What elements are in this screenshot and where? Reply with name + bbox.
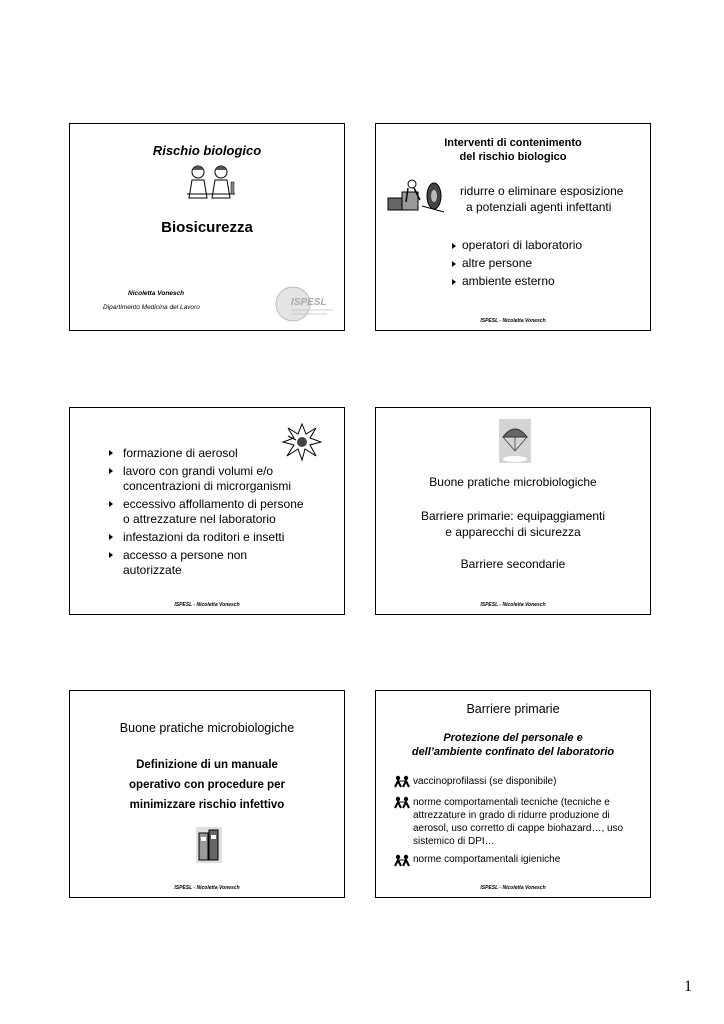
list-item: accesso a persone non xyxy=(123,548,304,563)
slide-subtitle: Biosicurezza xyxy=(161,219,253,236)
intro-line-2: a potenziali agenti infettanti xyxy=(466,200,612,214)
item-2-line-2: attrezzature in grado di ridurre produzione di xyxy=(413,810,610,821)
people-icon xyxy=(394,775,411,793)
slide-subtitle xyxy=(376,731,650,759)
slide-title: Barriere primarie xyxy=(466,702,560,716)
slide-6 xyxy=(375,690,651,898)
text-line-2: Barriere primarie: equipaggiamenti xyxy=(420,509,606,523)
slide-footer: ISPESL - Nicoletta Vonesch xyxy=(174,602,240,608)
list-item-continuation: autorizzate xyxy=(123,563,182,577)
ispesl-logo xyxy=(275,284,337,329)
triangle-bullet-icon xyxy=(452,261,456,267)
list-item: lavoro con grandi volumi e/o xyxy=(123,464,304,479)
list-item: infestazioni da roditori e insetti xyxy=(123,530,304,545)
scientists-clipart xyxy=(185,162,237,207)
intro-line-1: ridurre o eliminare esposizione xyxy=(460,184,624,198)
slide-title: Rischio biologico xyxy=(152,143,262,158)
triangle-bullet-icon xyxy=(109,450,113,456)
text-line-4: Barriere secondarie xyxy=(460,557,566,571)
item-3: norme comportamentali igieniche xyxy=(413,854,561,865)
people-icon xyxy=(394,796,411,814)
subtitle-line-1: Protezione del personale e xyxy=(443,732,583,744)
svg-text:ISPESL: ISPESL xyxy=(291,297,327,308)
text-line-1: Buone pratiche microbiologiche xyxy=(429,475,597,489)
slide-4 xyxy=(375,407,651,615)
barriers-primary-text xyxy=(376,508,650,540)
slide-5 xyxy=(69,690,345,898)
author-name: Nicoletta Vonesch xyxy=(128,290,185,297)
subtitle-line-2: dell’ambiente confinato del laboratorio xyxy=(411,746,615,758)
list-item-continuation: concentrazioni di microrganismi xyxy=(123,479,292,493)
list-item-continuation: o attrezzature nel laboratorio xyxy=(123,512,276,526)
item-2-line-1: norme comportamentali tecniche (tecniche e xyxy=(413,797,610,808)
slide-footer: ISPESL - Nicoletta Vonesch xyxy=(480,602,546,608)
list-item: operatori di laboratorio xyxy=(452,236,582,254)
parachute-clipart xyxy=(499,419,531,468)
slide-title xyxy=(376,136,650,164)
text-line-3: e apparecchi di sicurezza xyxy=(445,525,581,539)
slide-2 xyxy=(375,123,651,331)
item-2 xyxy=(413,796,623,848)
department-name: Dipartimento Medicina del Lavoro xyxy=(103,304,200,311)
slide-footer: ISPESL - Nicoletta Vonesch xyxy=(480,885,546,891)
slide-title: Buone pratiche microbiologiche xyxy=(119,721,295,735)
triangle-bullet-icon xyxy=(452,243,456,249)
text-line-3: minimizzare rischio infettivo xyxy=(129,799,285,811)
triangle-bullet-icon xyxy=(109,501,113,507)
item-1: vaccinoprofilassi (se disponibile) xyxy=(413,776,557,787)
binders-clipart xyxy=(196,827,222,868)
target-list xyxy=(452,236,582,290)
slide-footer: ISPESL - Nicoletta Vonesch xyxy=(480,318,546,324)
manual-text xyxy=(70,755,344,815)
list-item: formazione di aerosol xyxy=(123,446,304,461)
page-number: 1 xyxy=(684,978,692,995)
worker-clipart xyxy=(386,178,448,219)
text-line-1: Definizione di un manuale xyxy=(136,759,278,771)
risk-list xyxy=(123,446,304,578)
item-2-line-3: aerosol, uso corretto di cappe biohazard…, uso xyxy=(413,823,624,834)
title-line-2: del rischio biologico xyxy=(459,151,567,163)
slide-1 xyxy=(69,123,345,331)
item-2-line-4: sistemico di DPI… xyxy=(413,836,495,847)
text-line-2: operativo con procedure per xyxy=(129,779,285,791)
list-item: eccessivo affollamento di persone xyxy=(123,497,304,512)
triangle-bullet-icon xyxy=(109,552,113,558)
slide-footer: ISPESL - Nicoletta Vonesch xyxy=(174,885,240,891)
triangle-bullet-icon xyxy=(452,279,456,285)
title-line-1: Interventi di contenimento xyxy=(444,137,582,149)
list-item: altre persone xyxy=(452,254,582,272)
slide-3 xyxy=(69,407,345,615)
triangle-bullet-icon xyxy=(109,534,113,540)
intro-text xyxy=(460,183,623,215)
list-item: ambiente esterno xyxy=(452,272,582,290)
people-icon xyxy=(394,854,411,872)
triangle-bullet-icon xyxy=(109,468,113,474)
